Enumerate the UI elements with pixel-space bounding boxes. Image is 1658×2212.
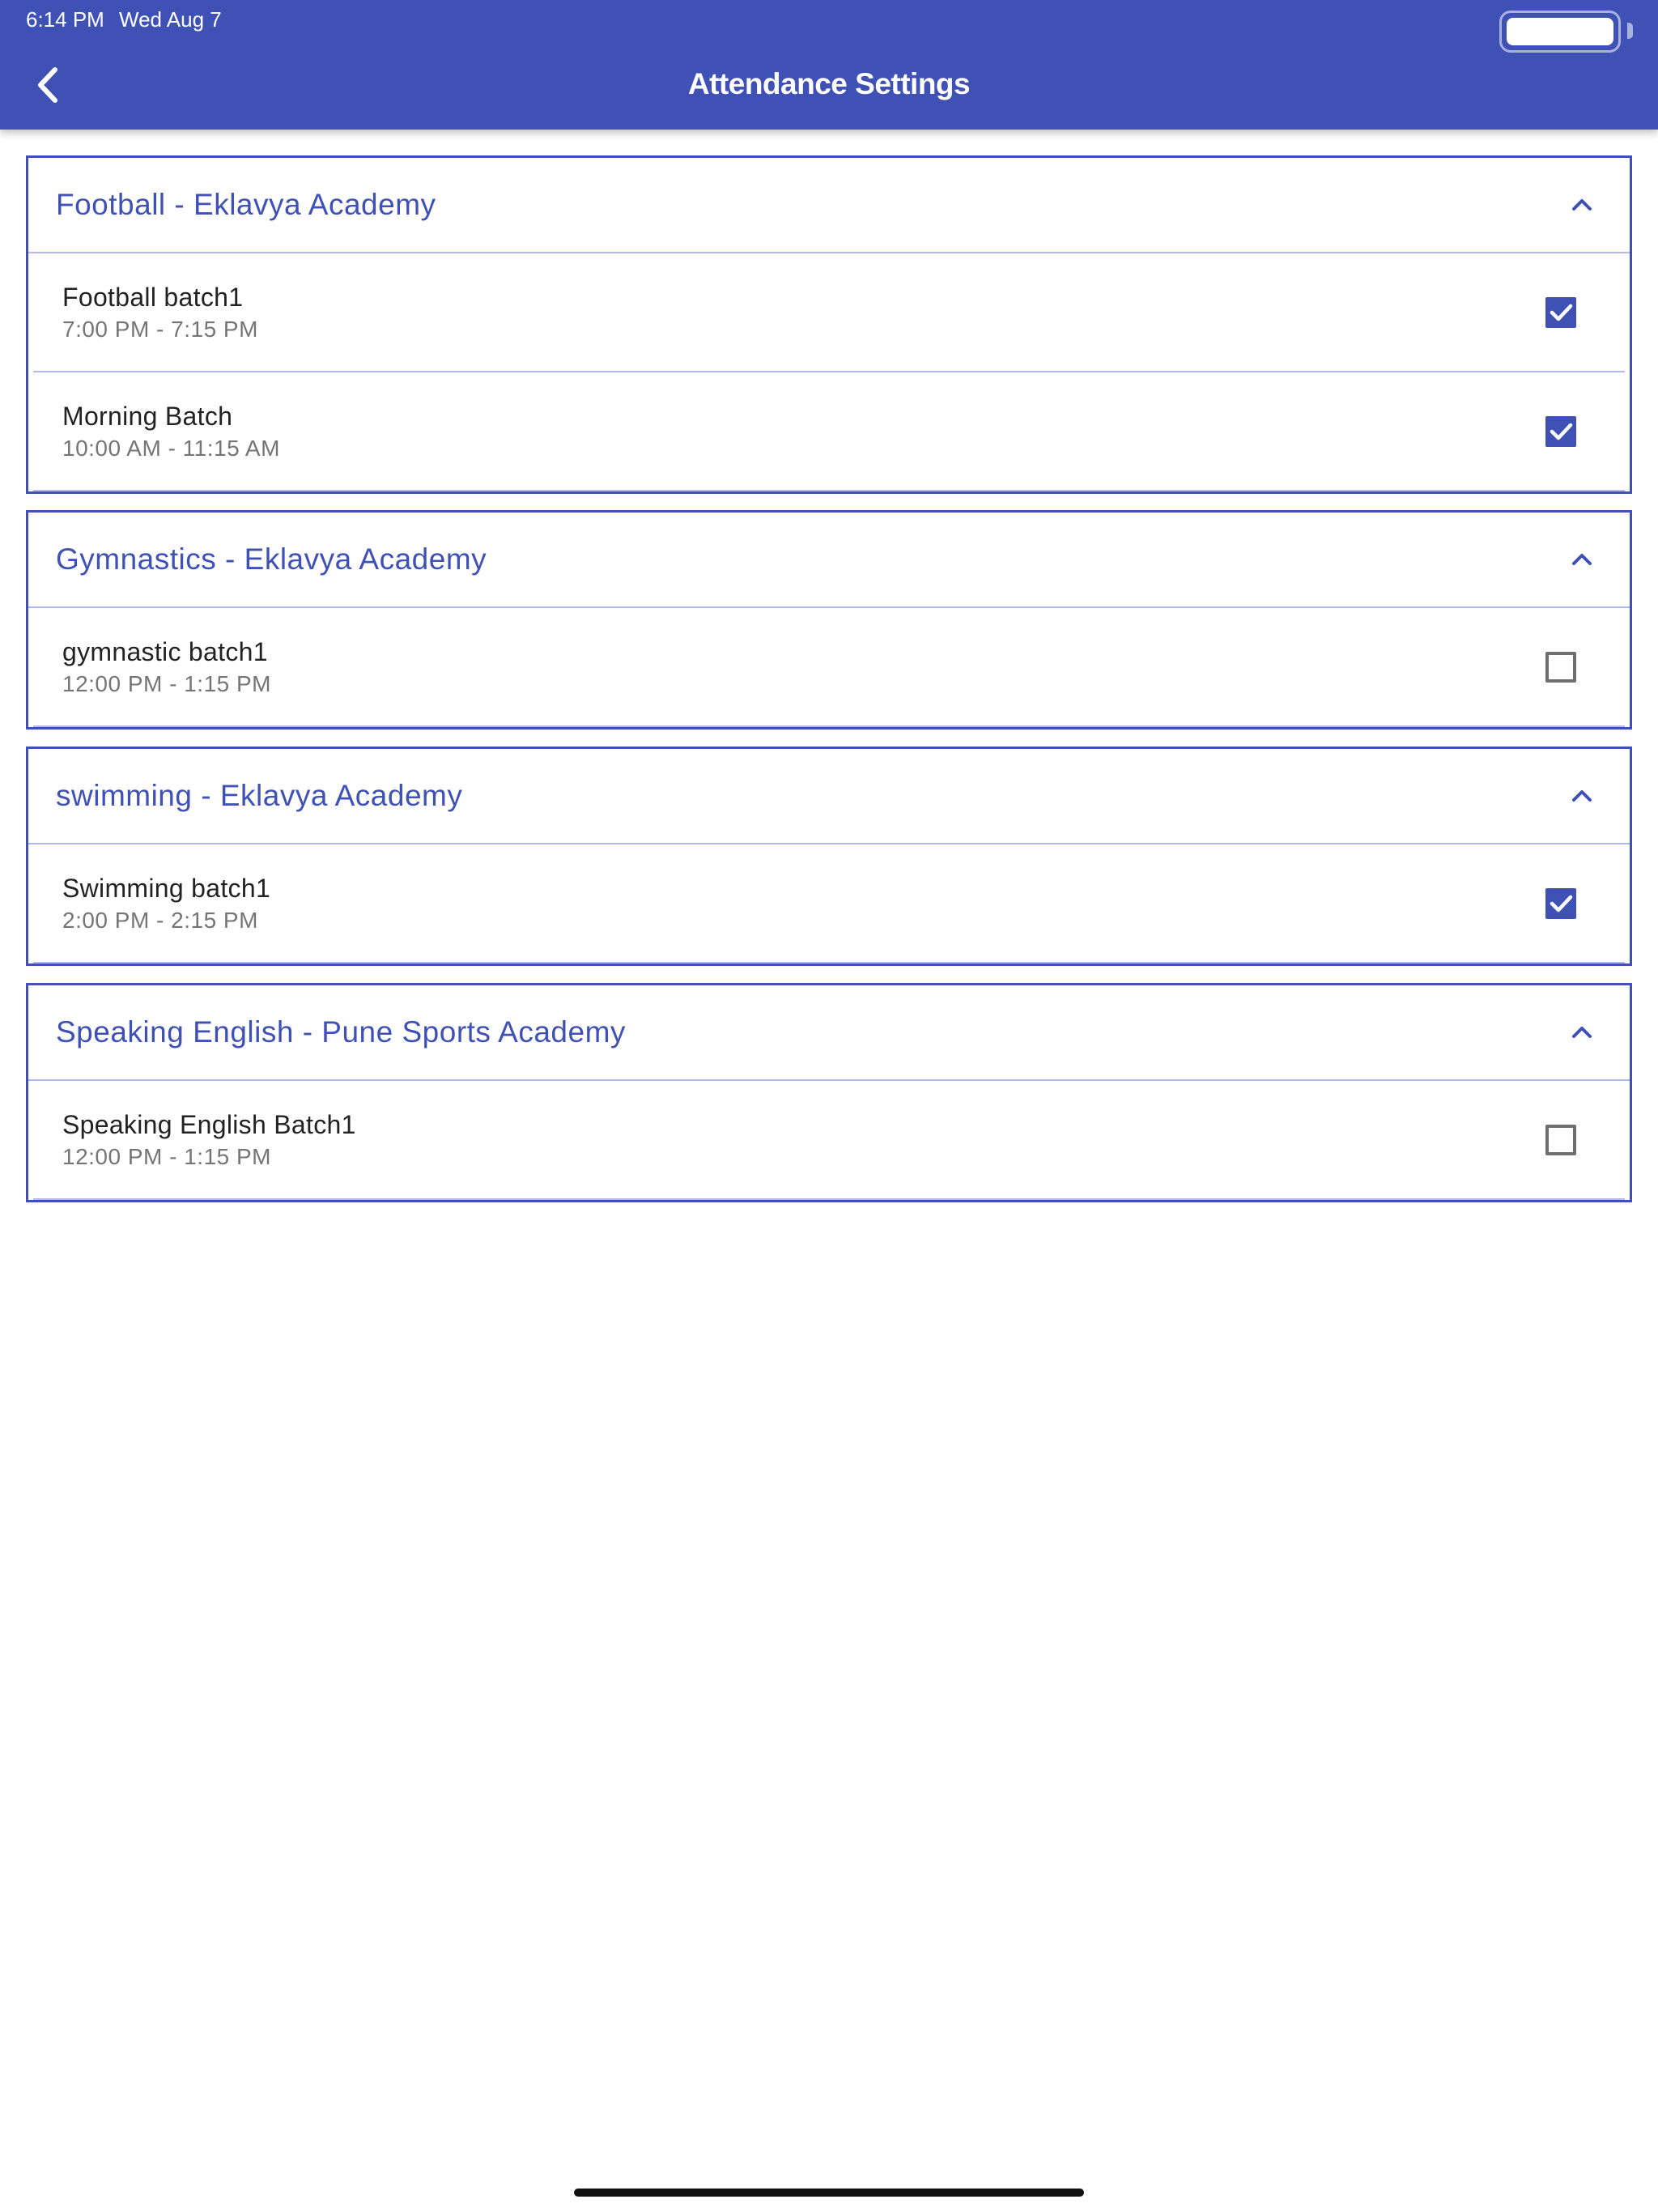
batch-name: Swimming batch1: [62, 874, 271, 903]
batch-time: 10:00 AM - 11:15 AM: [62, 436, 280, 461]
batch-time: 2:00 PM - 2:15 PM: [62, 908, 258, 933]
chevron-up-icon[interactable]: [1568, 1019, 1596, 1046]
checkmark-icon: [1545, 888, 1576, 919]
page-title: Attendance Settings: [687, 67, 971, 100]
status-date: Wed Aug 7: [119, 7, 222, 32]
batch-checkbox[interactable]: [1545, 652, 1576, 683]
section-title: swimming - Eklavya Academy: [56, 779, 463, 812]
section-header[interactable]: [28, 158, 1630, 253]
section-title: Football - Eklavya Academy: [56, 188, 436, 221]
checkmark-icon: [1545, 416, 1576, 447]
batch-name: gymnastic batch1: [62, 637, 268, 666]
checkmark-icon: [1545, 297, 1576, 328]
app-bar: [0, 0, 1658, 130]
chevron-up-icon[interactable]: [1568, 782, 1596, 810]
battery-icon: [1499, 11, 1621, 53]
section-header[interactable]: [28, 749, 1630, 844]
batch-time: 12:00 PM - 1:15 PM: [62, 671, 272, 696]
batch-row[interactable]: [33, 372, 1625, 491]
section-card-speaking-english: [26, 983, 1632, 1202]
batch-checkbox[interactable]: [1545, 888, 1576, 919]
batch-name: Morning Batch: [62, 402, 233, 431]
section-card-swimming: [26, 747, 1632, 966]
batch-row[interactable]: [33, 1081, 1625, 1200]
batch-time: 12:00 PM - 1:15 PM: [62, 1144, 272, 1169]
batch-row[interactable]: [33, 253, 1625, 372]
section-header[interactable]: [28, 985, 1630, 1081]
battery-tip: [1627, 23, 1633, 39]
batch-checkbox[interactable]: [1545, 297, 1576, 328]
status-time: 6:14 PM: [26, 7, 104, 32]
batch-row[interactable]: [33, 844, 1625, 963]
batch-checkbox[interactable]: [1545, 1125, 1576, 1155]
batch-checkbox[interactable]: [1545, 416, 1576, 447]
section-title: Gymnastics - Eklavya Academy: [56, 542, 487, 576]
section-card-football: [26, 155, 1632, 494]
home-indicator[interactable]: [574, 2189, 1084, 2197]
batch-time: 7:00 PM - 7:15 PM: [62, 317, 258, 342]
batch-row[interactable]: [33, 608, 1625, 727]
section-header[interactable]: [28, 513, 1630, 608]
section-card-gymnastics: [26, 510, 1632, 730]
section-title: Speaking English - Pune Sports Academy: [56, 1015, 626, 1049]
batch-name: Football batch1: [62, 283, 244, 312]
batch-name: Speaking English Batch1: [62, 1110, 356, 1139]
chevron-up-icon[interactable]: [1568, 546, 1596, 573]
chevron-up-icon[interactable]: [1568, 191, 1596, 219]
